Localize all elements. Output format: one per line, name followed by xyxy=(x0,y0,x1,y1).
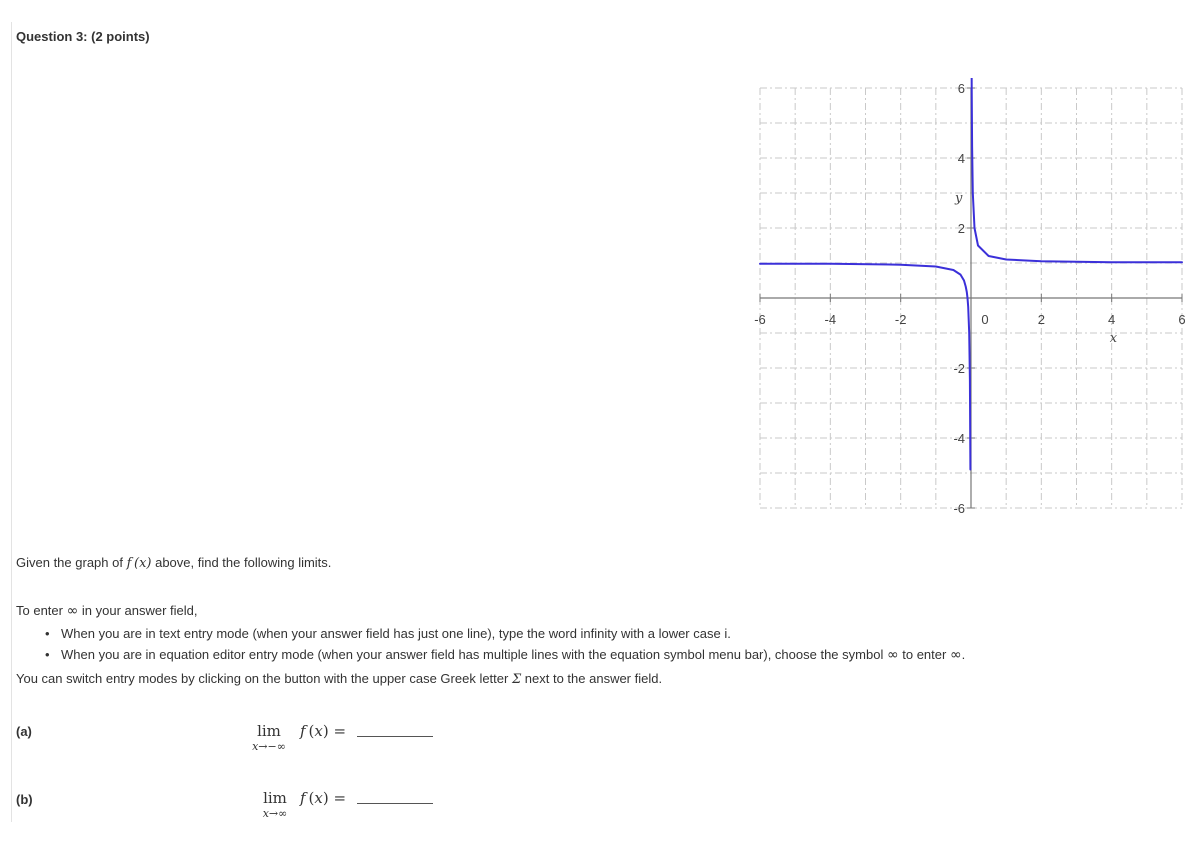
part-b-answer-blank[interactable] xyxy=(357,803,433,804)
y-tick-label: -4 xyxy=(953,431,965,446)
y-tick-label: 6 xyxy=(957,81,965,96)
instructions-heading: To enter ∞ in your answer field, xyxy=(16,603,198,619)
question-left-border xyxy=(11,22,12,822)
y-axis-label: y xyxy=(955,190,963,206)
part-a-answer-blank[interactable] xyxy=(357,736,433,737)
lim-operator: lim xyxy=(263,789,287,807)
y-tick-label: -2 xyxy=(953,361,965,376)
infinity-symbol: ∞ xyxy=(66,603,79,619)
x-tick-label: 0 xyxy=(981,312,989,327)
question-title: Question 3: (2 points) xyxy=(16,29,150,44)
infinity-symbol: ∞ xyxy=(949,647,962,663)
x-tick-label: 2 xyxy=(1037,312,1045,327)
intro-text: Given the graph of f (x) above, find the following limits. xyxy=(16,555,332,571)
part-b-label: (b) xyxy=(16,792,33,807)
switch-mode-text: You can switch entry modes by clicking on the button with the upper case Greek letter Σ next to the answer field. xyxy=(16,671,663,687)
intro-x-symbol: x xyxy=(139,556,147,571)
x-tick-label: 4 xyxy=(1108,312,1116,327)
lim-operator: lim xyxy=(257,722,281,740)
y-tick-label: 4 xyxy=(957,151,965,166)
lim-subscript: x→∞ xyxy=(262,807,288,820)
part-a-expression: f (x) = xyxy=(300,722,347,740)
sigma-symbol: Σ xyxy=(511,672,522,687)
instruction-text-mode: • When you are in text entry mode (when your answer field has just one line), type the word infinity with a lower case i. xyxy=(44,626,965,647)
lim-subscript: x→−∞ xyxy=(252,740,286,753)
x-tick-label: 6 xyxy=(1178,312,1186,327)
x-axis-label: x xyxy=(1109,331,1118,346)
intro-f-symbol: f xyxy=(126,556,132,571)
part-b-expression: f (x) = xyxy=(300,789,347,807)
instructions-list xyxy=(44,626,965,668)
x-tick-label: -2 xyxy=(894,312,907,327)
instruction-equation-mode: • When you are in equation editor entry mode (when your answer field has multiple lines with the equation symbol menu bar), choose the symbol ∞ to enter ∞. xyxy=(44,647,965,668)
x-tick-label: -6 xyxy=(754,312,766,327)
infinity-symbol: ∞ xyxy=(886,647,899,663)
y-tick-label: -6 xyxy=(953,501,965,516)
x-tick-label: -4 xyxy=(824,312,837,327)
function-graph xyxy=(740,78,1196,518)
part-a-label: (a) xyxy=(16,724,32,739)
y-tick-label: 2 xyxy=(957,221,965,236)
